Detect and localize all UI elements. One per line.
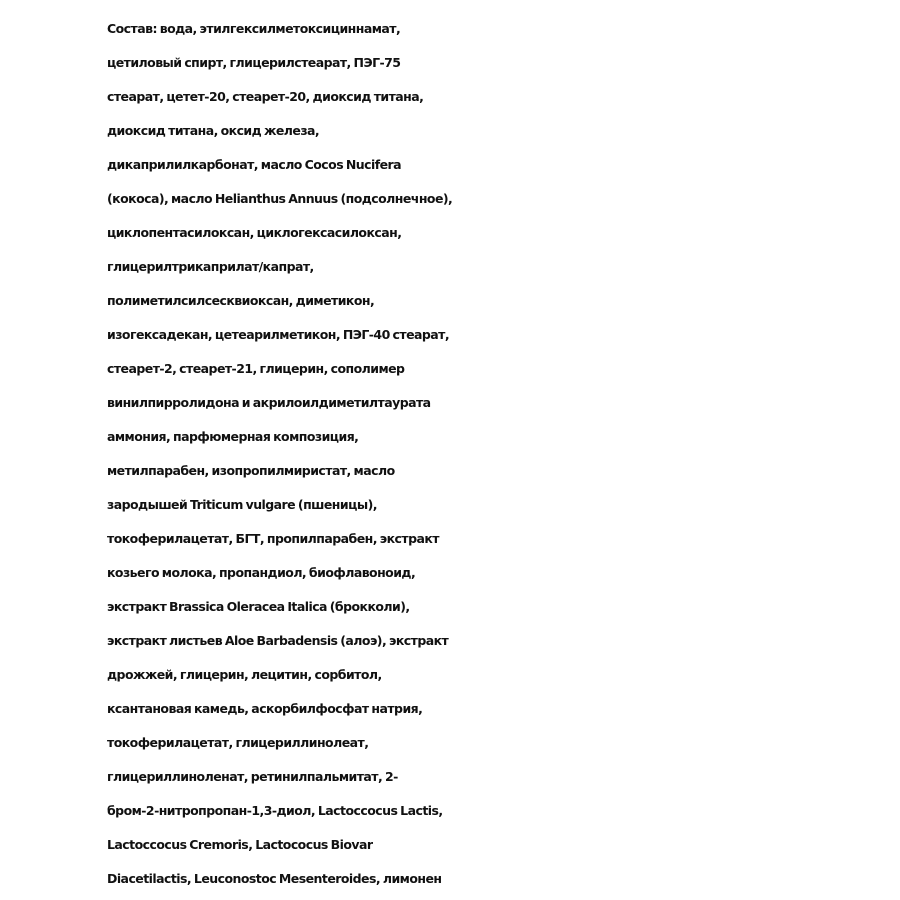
ingredients-line: диоксид титана, оксид железа, <box>107 123 320 138</box>
ingredients-line: козьего молока, пропандиол, биофлавоноид, <box>107 565 416 580</box>
ingredients-text <box>107 12 897 896</box>
ingredients-line: полиметилсилсесквиоксан, диметикон, <box>107 293 375 308</box>
ingredients-line: ксантановая камедь, аскорбилфосфат натрия, <box>107 701 423 716</box>
ingredients-line: дикаприлилкарбонат, масло Cocos Nucifera <box>107 157 402 172</box>
ingredients-line: цетиловый спирт, глицерилстеарат, ПЭГ-75 <box>107 55 401 70</box>
ingredients-line: аммония, парфюмерная композиция, <box>107 429 359 444</box>
ingredients-line: экстракт листьев Aloe Barbadensis (алоэ), экстракт <box>107 633 449 648</box>
ingredients-line: бром-2-нитропропан-1,3-диол, Lactoccocus Lactis, <box>107 803 443 818</box>
ingredients-line: глицериллиноленат, ретинилпальмитат, 2- <box>107 769 398 784</box>
ingredients-line: циклопентасилоксан, циклогексасилоксан, <box>107 225 402 240</box>
ingredients-line: стеарат, цетет-20, стеарет-20, диоксид титана, <box>107 89 424 104</box>
ingredients-line: метилпарабен, изопропилмиристат, масло <box>107 463 395 478</box>
ingredients-line: изогексадекан, цетеарилметикон, ПЭГ-40 стеарат, <box>107 327 450 342</box>
ingredients-line: Состав: вода, этилгексилметоксициннамат, <box>107 21 401 36</box>
ingredients-line: токоферилацетат, глицериллинолеат, <box>107 735 369 750</box>
ingredients-line: винилпирролидона и акрилоилдиметилтаурата <box>107 395 431 410</box>
ingredients-line: Diacetilactis, Leuconostoc Mesenteroides, лимонен <box>107 871 442 886</box>
ingredients-line: (кокоса), масло Helianthus Annuus (подсолнечное), <box>107 191 453 206</box>
ingredients-line: экстракт Brassica Oleracea Italica (брокколи), <box>107 599 410 614</box>
ingredients-line: глицерилтрикаприлат/капрат, <box>107 259 314 274</box>
ingredients-line: токоферилацетат, БГТ, пропилпарабен, экстракт <box>107 531 439 546</box>
ingredients-line: Lactoccocus Cremoris, Lactococus Biovar <box>107 837 373 852</box>
ingredients-line: зародышей Triticum vulgare (пшеницы), <box>107 497 377 512</box>
ingredients-line: дрожжей, глицерин, лецитин, сорбитол, <box>107 667 382 682</box>
ingredients-line: стеарет-2, стеарет-21, глицерин, сополимер <box>107 361 405 376</box>
